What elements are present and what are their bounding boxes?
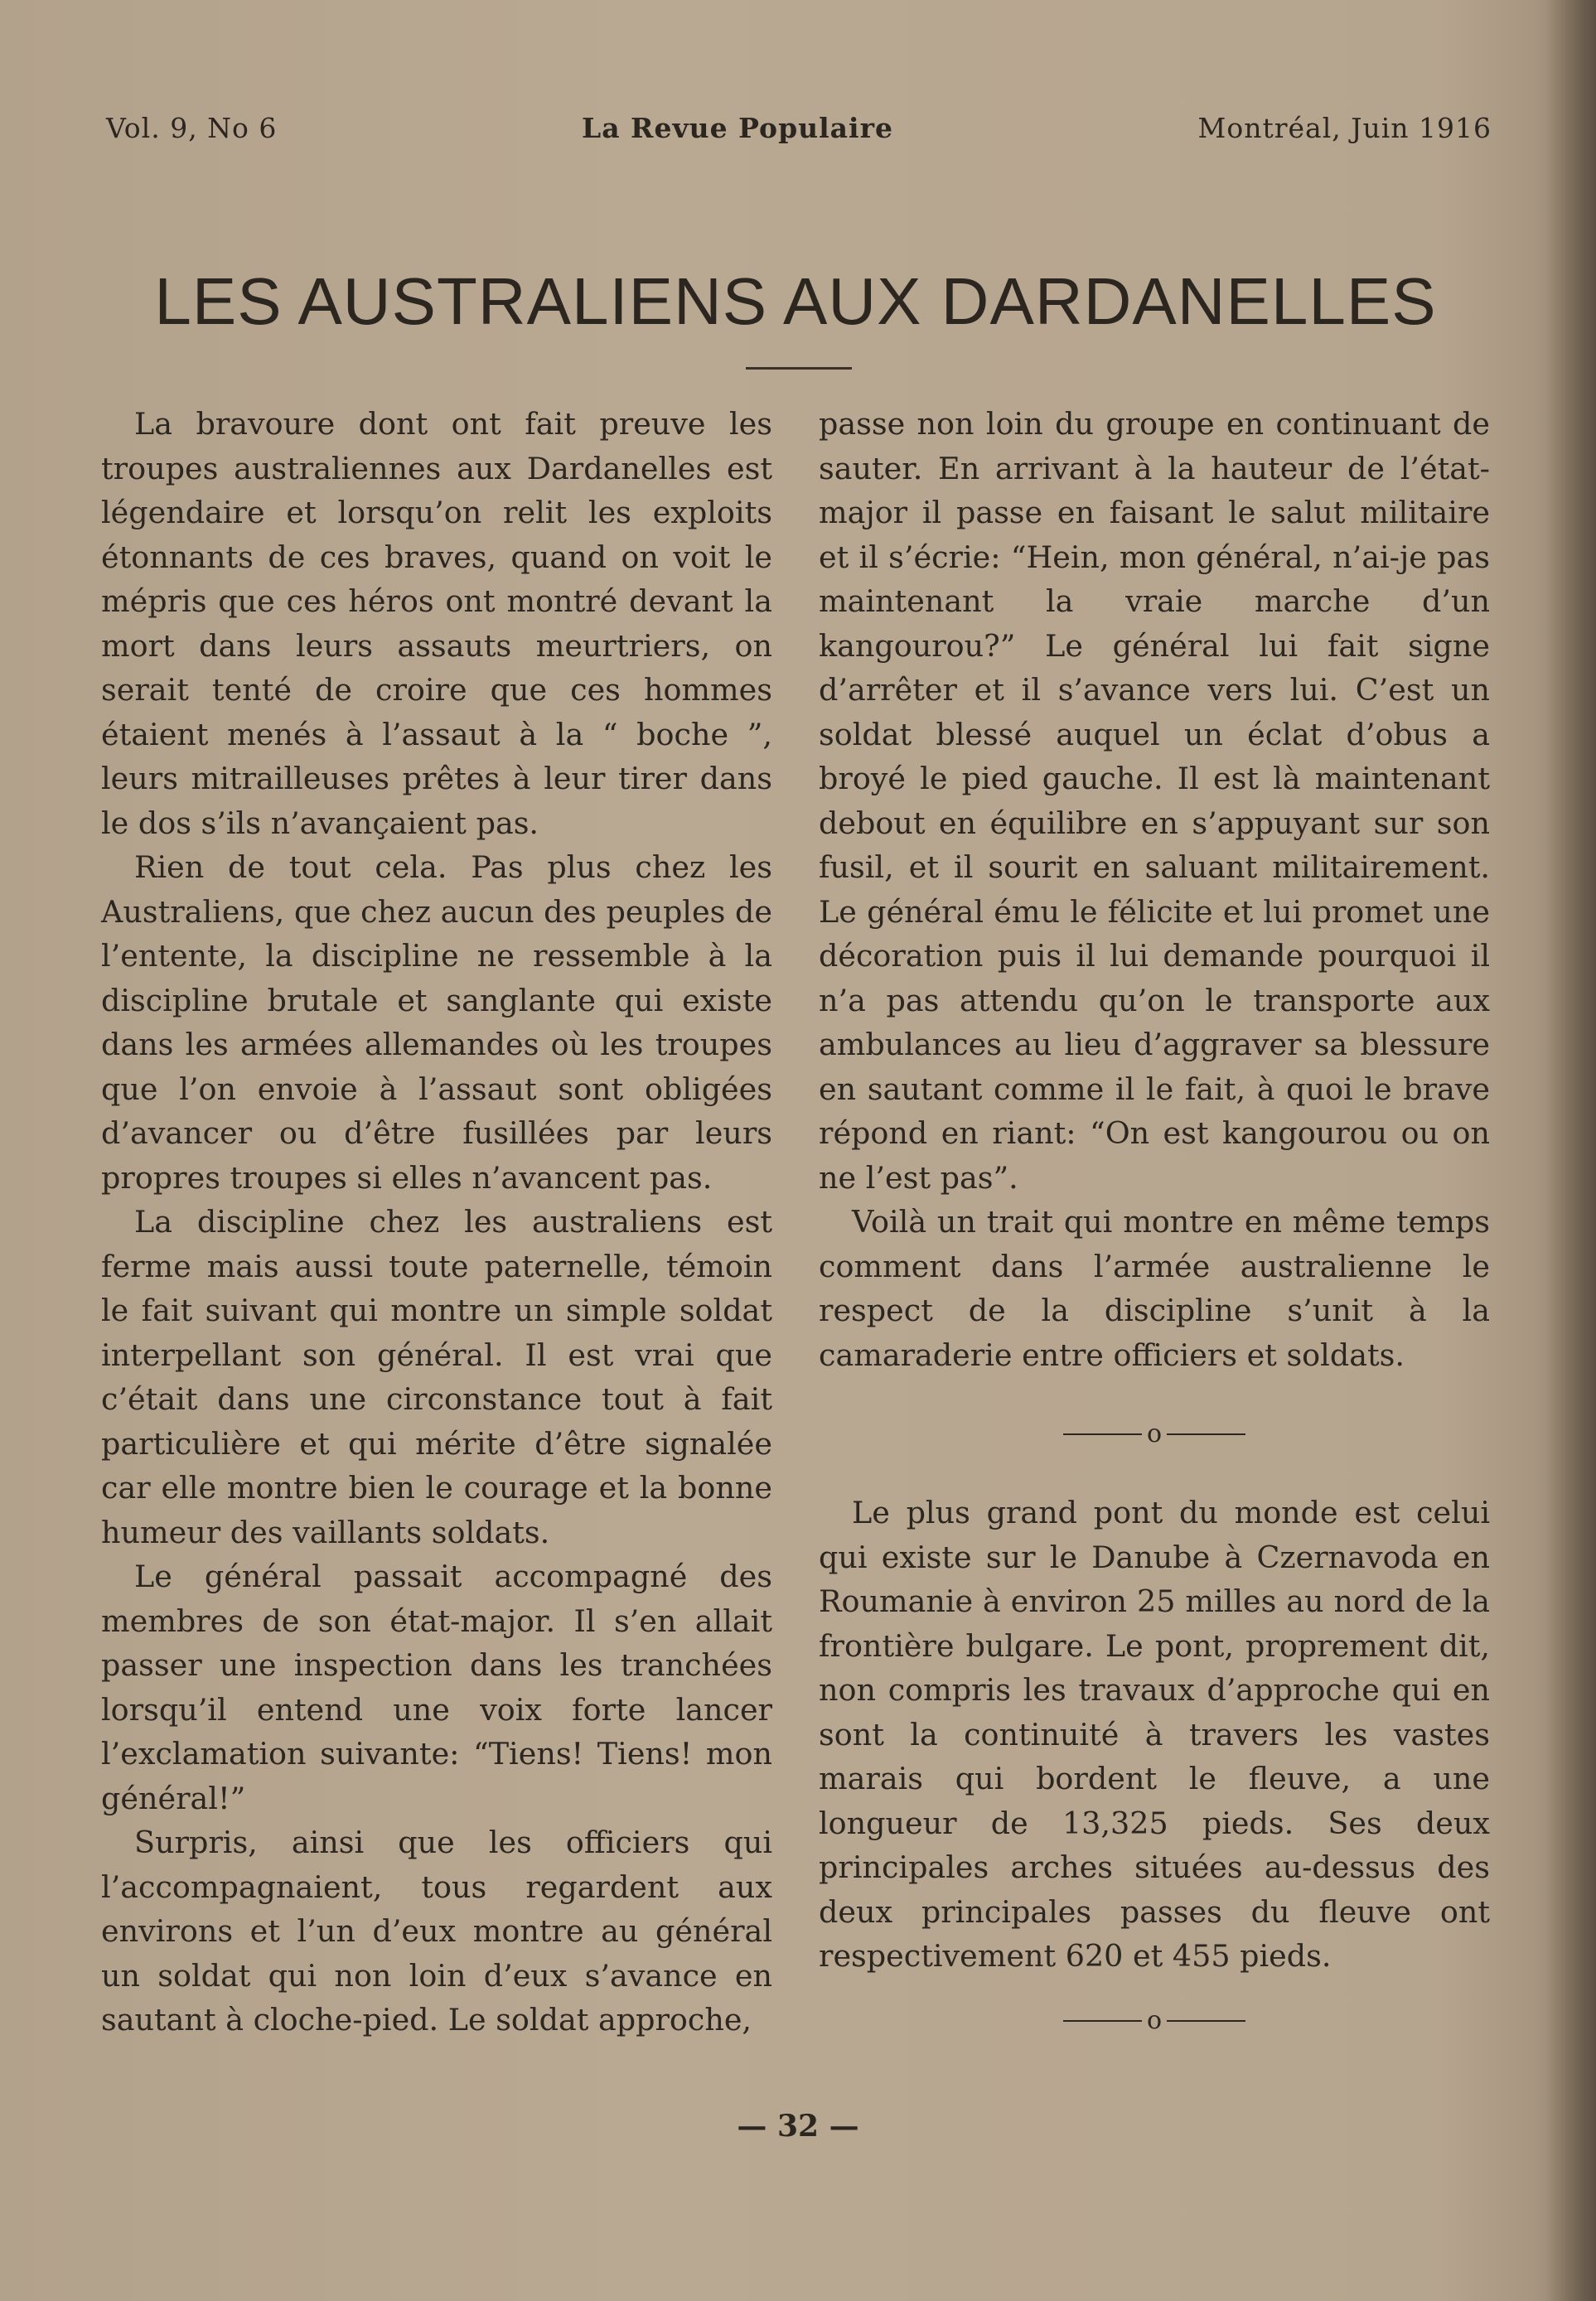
page-number: — 32 — xyxy=(737,2109,859,2144)
right-column xyxy=(819,402,1490,2077)
paragraph: passe non loin du groupe en continuant de sauter. En arrivant à la hauteur de l’état-major il passe en faisant le salut militaire et il s’écrie: “Hein, mon général, n’ai-je pas maintenant la vraie marche d’un kangourou?” Le général lui fait signe d’arrêter et il s’avance vers lui. C’est un soldat blessé auquel un éclat d’obus a broyé le pied gauche. Il est là maintenant debout en équilibre en s’appuyant sur son fusil, et il sourit en saluant militairement. Le général ému le félicite et lui promet une décoration puis il lui demande pourquoi il n’a pas attendu qu’on le transporte aux ambulances au lieu d’aggraver sa blessure en sautant comme il le fait, à quoi le brave répond en riant: “On est kangourou ou on ne l’est pas”. xyxy=(819,406,1490,1196)
magazine-name: La Revue Populaire xyxy=(581,112,893,144)
paragraph: La bravoure dont ont fait preuve les troupes australiennes aux Dardanelles est légendaire et lorsqu’on relit les exploits étonnants de ces braves, quand on voit le mépris que ces héros ont montré devant la mort dans leurs assauts meurtriers, on serait tenté de croire que ces hommes étaient menés à l’assaut à la “ boche ”, leurs mitrailleuses prêtes à leur tirer dans le dos s’ils n’avançaient pas. xyxy=(101,406,772,841)
note-paragraph: Le plus grand pont du monde est celui qui existe sur le Danube à Czernavoda en Roumanie à environ 25 milles au nord de la frontière bulgare. Le pont, proprement dit, non compris les travaux d’approche qui en sont la continuité à travers les vastes marais qui bordent le fleuve, a une longueur de 13,325 pieds. Ses deux principales arches situées au-dessus des deux principales passes du fleuve ont respectivement 620 et 455 pieds. xyxy=(819,1495,1490,1974)
paragraph: Rien de tout cela. Pas plus chez les Australiens, que chez aucun des peuples de l’entente, la discipline ne ressemble à la discipline brutale et sanglante qui existe dans les armées allemandes où les troupes que l’on envoie à l’assaut sont obligées d’avancer ou d’être fusillées par leurs propres troupes si elles n’avancent pas. xyxy=(101,849,772,1196)
page-edge-shadow xyxy=(1546,0,1596,2301)
separator-mark: o xyxy=(1146,2005,1163,2035)
end-separator xyxy=(819,2004,1490,2038)
separator-line xyxy=(1063,1433,1142,1435)
article-title: LES AUSTRALIENS AUX DARDANELLES xyxy=(154,264,1437,338)
place-date: Montréal, Juin 1916 xyxy=(1197,112,1492,144)
separator-line xyxy=(1063,2020,1142,2022)
paragraph: Surpris, ainsi que les officiers qui l’accompagnaient, tous regardent aux environs et l’un d’eux montre au général un soldat qui non loin d’eux s’avance en sautant à cloche-pied. Le soldat approche, xyxy=(101,1825,772,2038)
title-rule xyxy=(746,367,852,370)
paragraph: Le général passait accompagné des membres de son état-major. Il s’en allait passer une inspection dans les tranchées lorsqu’il entend une voix forte lancer l’exclamation suivante: “Tiens! Tiens! mon général!” xyxy=(101,1559,772,1816)
volume-number: Vol. 9, No 6 xyxy=(106,112,278,144)
running-header xyxy=(106,112,1492,144)
separator-mark: o xyxy=(1146,1419,1163,1448)
left-column xyxy=(101,402,772,2042)
section-separator xyxy=(819,1417,1490,1451)
separator-line xyxy=(1167,1433,1245,1435)
paragraph: La discipline chez les australiens est ferme mais aussi toute paternelle, témoin le fait suivant qui montre un simple soldat interpellant son général. Il est vrai que c’était dans une circonstance tout à fait particulière et qui mérite d’être signalée car elle montre bien le courage et la bonne humeur des vaillants soldats. xyxy=(101,1204,772,1550)
separator-line xyxy=(1167,2020,1245,2022)
paragraph: Voilà un trait qui montre en même temps comment dans l’armée australienne le respect de la discipline s’unit à la camaraderie entre officiers et soldats. xyxy=(819,1204,1490,1373)
